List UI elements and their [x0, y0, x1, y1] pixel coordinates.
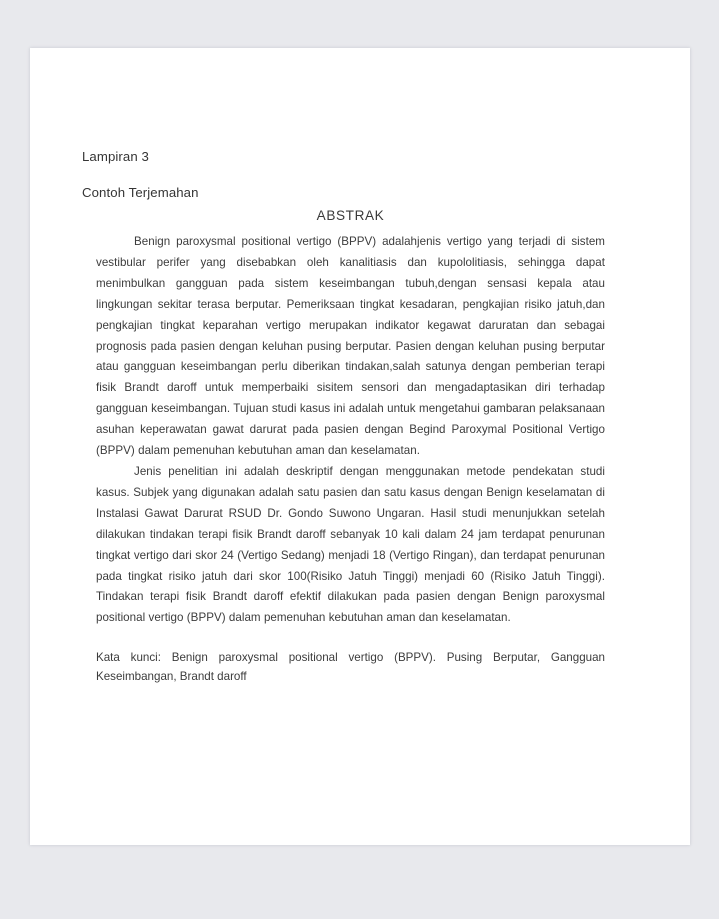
keywords-block: Kata kunci: Benign paroxysmal positional vertigo (BPPV). Pusing Berputar, Gangguan Keseimbangan, Brandt daroff [96, 651, 605, 683]
abstract-paragraph-2: Jenis penelitian ini adalah deskriptif dengan menggunakan metode pendekatan studi kasus. Subjek yang digunakan adalah satu pasien dan satu kasus dengan Benign keselamatan di Instalasi Gawat Darurat RSUD Dr. Gondo Suwono Ungaran. Hasil studi menunjukkan setelah dilakukan tindakan terapi fisik Brandt daroff sebanyak 10 kali dalam 24 jam terdapat penurunan tingkat vertigo dari skor 24 (Vertigo Sedang) menjadi 18 (Vertigo Ringan), dan terdapat penurunan pada tingkat risiko jatuh dari skor 100(Risiko Jatuh Tinggi) menjadi 60 (Risiko Jatuh Tinggi). Tindakan terapi fisik Brandt daroff efektif dilakukan pada pasien dengan Benign paroxysmal positional vertigo (BPPV) dalam pemenuhan kebutuhan aman dan keselamatan. [96, 464, 605, 625]
abstract-body [96, 232, 605, 629]
abstract-paragraph-1: Benign paroxysmal positional vertigo (BPPV) adalahjenis vertigo yang terjadi di sistem vestibular perifer yang disebabkan oleh kanalitiasis dan kupololitiasis, sehingga dapat menimbulkan gangguan pada sistem keseimbangan tubuh,dengan sensasi kepala atau lingkungan sekitar terasa berputar. Pemeriksaan tingkat kesadaran, pengkajian risiko jatuh,dan pengkajian tingkat keparahan vertigo merupakan indikator kegawat daruratan dan sebagai prognosis pada pasien dengan keluhan pusing berputar. Pasien dengan keluhan pusing berputar atau gangguan keseimbangan perlu diberikan tindakan,salah satunya dengan pemberian terapi fisik Brandt daroff untuk memperbaiki sisitem sensori dan mengadaptasikan diri terhadap gangguan keseimbangan. Tujuan studi kasus ini adalah untuk mengetahui gambaran pelaksanaan asuhan keperawatan gawat darurat pada pasien dengan Begind Paroxymal Positional Vertigo (BPPV) dalam pemenuhan kebutuhan aman dan keselamatan. [96, 235, 605, 458]
subtitle-label: Contoh Terjemahan [82, 185, 199, 200]
page-title: ABSTRAK [316, 208, 385, 223]
document-content [82, 148, 642, 686]
appendix-label: Lampiran 3 [82, 149, 149, 164]
document-page [30, 48, 690, 845]
